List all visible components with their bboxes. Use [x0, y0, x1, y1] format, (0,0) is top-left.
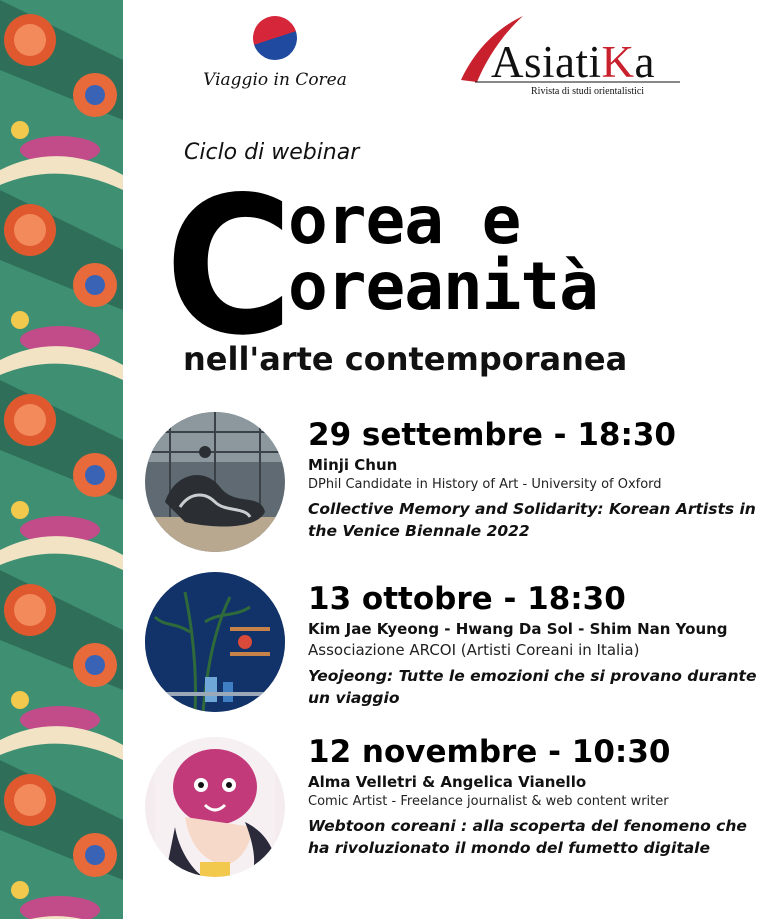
- viaggio-in-corea-logo: [195, 16, 355, 90]
- event-3-date: 12 novembre - 10:30: [308, 734, 671, 770]
- event-2: [145, 582, 765, 742]
- event-1-title: Collective Memory and Solidarity: Korean Artists in the Venice Biennale 2022: [308, 500, 756, 541]
- event-3-details: [308, 735, 768, 859]
- event-2-image: [145, 572, 285, 712]
- event-2-title: Yeojeong: Tutte le emozioni che si provano durante un viaggio: [308, 667, 757, 708]
- event-2-date: 13 ottobre - 18:30: [308, 581, 626, 617]
- event-1: [145, 418, 765, 578]
- event-1-details: [308, 418, 768, 542]
- event-3-speaker: Alma Velletri & Angelica Vianello: [308, 773, 587, 792]
- event-1-date: 29 settembre - 18:30: [308, 417, 677, 453]
- event-1-affiliation: DPhil Candidate in History of Art - University of Oxford: [308, 477, 662, 493]
- event-3-image: [145, 737, 285, 877]
- event-2-speaker: Kim Jae Kyeong - Hwang Da Sol - Shim Nan Young: [308, 620, 728, 639]
- event-2-affiliation: Associazione ARCOI (Artisti Coreani in Italia): [308, 641, 640, 660]
- event-1-speaker: Minji Chun: [308, 456, 398, 475]
- event-3-title: Webtoon coreani : alla scoperta del fenomeno che ha rivoluzionato il mondo del fumetto digitale: [308, 817, 747, 858]
- event-1-image: [145, 412, 285, 552]
- asiatika-subtitle: Rivista di studi orientalistici: [531, 86, 645, 97]
- asiatika-wordmark: AsiatiKa: [491, 37, 655, 87]
- page-subtitle: nell'arte contemporanea: [183, 340, 628, 378]
- cycle-label: Ciclo di webinar: [184, 140, 360, 165]
- title-line-1: orea e: [288, 182, 521, 259]
- event-2-details: [308, 582, 768, 709]
- asiatika-logo: [455, 14, 685, 104]
- korean-taegeuk-icon: [247, 10, 302, 65]
- title-big-letter: C: [165, 156, 294, 377]
- event-3-affiliation: Comic Artist - Freelance journalist & web content writer: [308, 794, 669, 810]
- title-line-2: oreanità: [288, 248, 598, 325]
- decorative-pattern-strip: [0, 0, 123, 919]
- viaggio-in-corea-text: Viaggio in Corea: [203, 70, 347, 90]
- event-3: [145, 735, 765, 895]
